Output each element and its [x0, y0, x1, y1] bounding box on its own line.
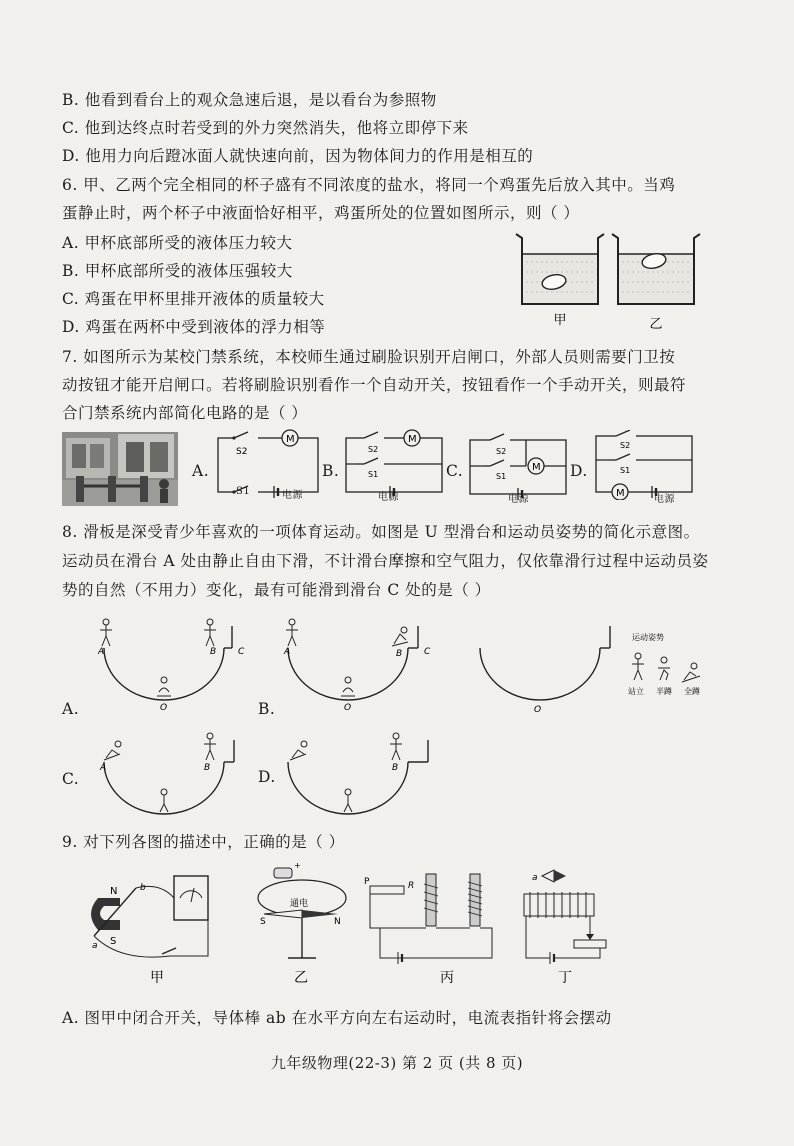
q9-yi-current: 通电 [290, 899, 309, 909]
q9-jia-n: N [110, 886, 118, 897]
gate-photo [62, 432, 178, 506]
q7d-motor-label: M [616, 488, 625, 499]
q7b-s2: S2 [368, 445, 379, 454]
q9-fig-bing-label: 丙 [440, 970, 454, 986]
q7-option-a-label: A. [192, 462, 210, 480]
q7-option-b-label: B. [322, 462, 340, 480]
q9-yi-s: S [260, 917, 266, 927]
q7a-power-label: 电源 [282, 490, 303, 501]
q7c-power-label: 电源 [508, 494, 529, 505]
q9-figures [80, 858, 640, 988]
q7a-s2: S2 [236, 447, 248, 457]
q8b-point-c: C [424, 647, 431, 657]
q7b-s1: S1 [368, 470, 379, 479]
q7-circuit-d [590, 430, 696, 500]
q9-yi-plus: + [294, 861, 301, 870]
q7d-power-label: 电源 [654, 494, 675, 505]
q8a-point-c: C [238, 647, 245, 657]
q7d-s1: S1 [620, 466, 631, 475]
q8b-point-o: O [344, 703, 352, 713]
q9-bing-p: P [364, 877, 370, 887]
q9-jia-b: b [140, 883, 146, 893]
q6-stem-line2: 蛋静止时，两个杯子中液面恰好相平，鸡蛋所处的位置如图所示，则（ ） [62, 204, 580, 222]
q5-option-b: B. 他看到看台上的观众急速后退，是以看台为参照物 [62, 91, 437, 109]
cup-jia-label: 甲 [553, 313, 567, 328]
q8-option-b-label: B. [258, 700, 276, 718]
q8-legend-title: 运动姿势 [632, 633, 664, 642]
q7-stem-line2: 动按钮才能开启闸口。若将刷脸识别看作一个自动开关，按钮看作一个手动开关，则最符 [62, 376, 687, 394]
q8-ramp-c [99, 733, 234, 814]
q5-option-d: D. 他用力向后蹬冰面人就快速向前，因为物体间力的作用是相互的 [62, 147, 534, 165]
q9-fig-jia [91, 876, 208, 986]
q8-stem-line3: 势的自然（不用力）变化，最有可能滑到滑台 C 处的是（ ） [62, 581, 491, 599]
q8-ramp-a [97, 619, 245, 713]
q8c-point-a: A [100, 763, 107, 773]
q8-ramp-reference [480, 626, 610, 715]
q9-fig-ding [524, 870, 606, 986]
q6-stem-line1: 6. 甲、乙两个完全相同的杯子盛有不同浓度的盐水，将同一个鸡蛋先后放入其中。当鸡 [62, 176, 676, 194]
cup-yi [612, 234, 700, 304]
q9-fig-jia-label: 甲 [150, 970, 164, 986]
q7d-s2: S2 [620, 441, 631, 450]
q8ref-point-o: O [534, 705, 542, 715]
q8-ramp-d [288, 733, 428, 814]
q8b-point-a: A [284, 647, 291, 657]
q9-jia-s: S [110, 936, 117, 947]
q8-posture-legend [628, 632, 700, 696]
q9-jia-a: a [92, 941, 98, 951]
cup-yi-label: 乙 [649, 317, 663, 332]
q8-ramps-row1 [60, 608, 780, 720]
q7-option-c-label: C. [446, 462, 464, 480]
q8-stem-line2: 运动员在滑台 A 处由静止自由下滑，不计滑台摩擦和空气阻力，仅依靠滑行过程中运动员姿 [62, 552, 709, 570]
q9-fig-ding-label: 丁 [558, 970, 572, 986]
q7-stem-line1: 7. 如图所示为某校门禁系统，本校师生通过刷脸识别开启闸口，外部人员则需要门卫按 [62, 348, 676, 366]
q8-legend-stand: 站立 [628, 687, 644, 696]
q7b-power-label: 电源 [378, 492, 399, 503]
q8d-point-b: B [392, 763, 399, 773]
q6-option-d: D. 鸡蛋在两杯中受到液体的浮力相等 [62, 318, 326, 336]
q9-ding-a: a [532, 873, 538, 883]
cup-jia [516, 234, 604, 304]
q8b-point-b: B [396, 649, 403, 659]
q8-option-d-label: D. [258, 768, 276, 786]
q7c-s2: S2 [496, 447, 507, 456]
q7c-s1: S1 [496, 472, 507, 481]
q8-legend-full: 全蹲 [684, 687, 700, 696]
q9-stem: 9. 对下列各图的描述中，正确的是（ ） [62, 833, 345, 851]
q9-option-a: A. 图甲中闭合开关，导体棒 ab 在水平方向左右运动时，电流表指针将会摆动 [62, 1009, 612, 1027]
q8c-point-b: B [204, 763, 211, 773]
q7a-motor-label: M [286, 434, 295, 445]
q7c-motor-label: M [532, 462, 541, 473]
q6-option-b: B. 甲杯底部所受的液体压强较大 [62, 262, 293, 280]
q7-stem-line3: 合门禁系统内部简化电路的是（ ） [62, 404, 308, 422]
q7a-s1-label: S1 [236, 486, 251, 497]
q6-option-a: A. 甲杯底部所受的液体压力较大 [62, 234, 293, 252]
q8-option-c-label: C. [62, 770, 80, 788]
q9-bing-r: R [408, 881, 415, 891]
q7-option-d-label: D. [570, 462, 588, 480]
q8a-point-b: B [210, 647, 217, 657]
q8a-point-o: O [160, 703, 168, 713]
q6-option-c: C. 鸡蛋在甲杯里排开液体的质量较大 [62, 290, 325, 308]
q9-fig-yi-label: 乙 [294, 970, 308, 986]
q7-circuit-a [214, 428, 322, 498]
q8-legend-half: 半蹲 [656, 687, 672, 696]
page-footer: 九年级物理(22-3) 第 2 页 (共 8 页) [270, 1054, 524, 1072]
q8a-point-a: A [98, 647, 105, 657]
q6-cups-figure [508, 228, 708, 338]
q9-fig-bing [364, 874, 492, 986]
q7b-motor-label: M [408, 434, 417, 445]
q9-yi-n: N [334, 917, 341, 927]
q8-stem-line1: 8. 滑板是深受青少年喜欢的一项体育运动。如图是 U 型滑台和运动员姿势的简化示意图。 [62, 523, 700, 541]
q8-option-a-label: A. [62, 700, 80, 718]
q9-fig-yi [258, 861, 346, 986]
q8-ramp-b [283, 619, 431, 713]
q5-option-c: C. 他到达终点时若受到的外力突然消失，他将立即停下来 [62, 119, 469, 137]
